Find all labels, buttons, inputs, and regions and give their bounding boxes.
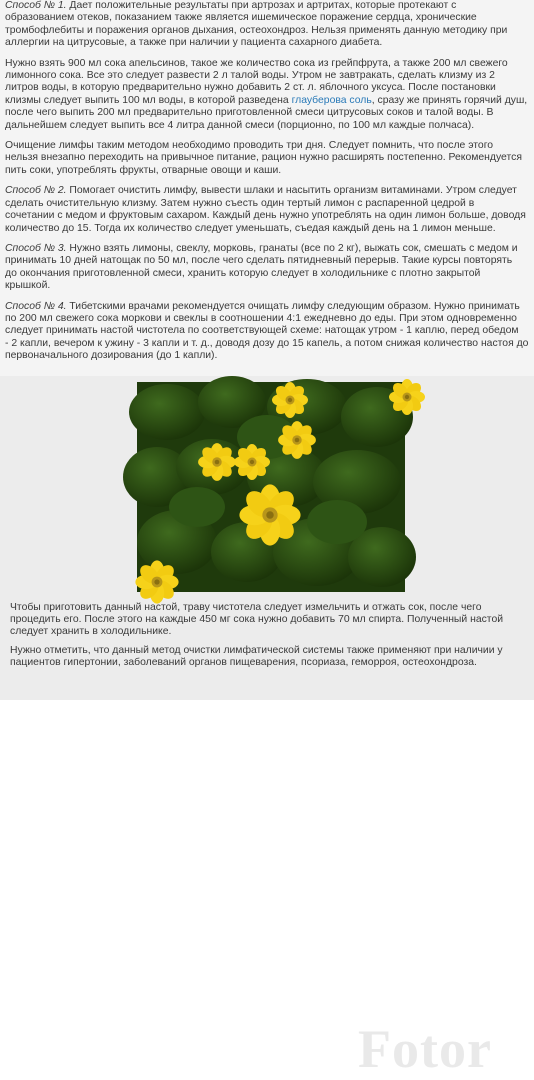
method-1-paragraph: Способ № 1. Дает положительные результаты при артрозах и артритах, которые протекают с образованием отеков, показанием также является ишемическое поражение сердца, хронические тромбофлебиты и поражения органов дыхания, остеохондроз. Нельзя применять данную методику при аллергии на цитрусовые, а также при наличии у пациента сахарного диабета. [5,0,508,49]
lymph-cleansing-paragraph: Очищение лимфы таким методом необходимо проводить три дня. Следует помнить, что после этого нельзя внезапно переходить на привычное питание, рацион нужно расширять постепенно. Рекомендуется пить соки, употреблять фрукты, отварные овощи и каши. [5,140,522,176]
method-3-label: Способ № 3. [5,242,67,254]
method-4-label: Способ № 4. [5,300,67,312]
watermark: Fotor [358,1019,492,1079]
method-2-paragraph: Способ № 2. Помогает очистить лимфу, вывести шлаки и насытить организм витаминами. Утром следует сделать очистительную клизму. Затем нужно съесть один тертый лимон с распаренной цедрой в сочетании с медом и фруктовым сахаром. Каждый день нужно употреблять на один лимон больше, доводя количество до 15. Тогда их количество следует уменьшать, съедая каждый день на 1 лимон меньше. [5,185,526,234]
method-3-paragraph: Способ № 3. Нужно взять лимоны, свеклу, морковь, гранаты (все по 2 кг), выжать сок, смешать с медом и принимать 10 дней натощак по 50 мл, после чего сделать пятидневный перерыв. Такие курсы повторять до окончания приготовленной смеси, хранить которую следует в холодильнике с плотно закрытой крышкой. [5,242,518,292]
method-2-label: Способ № 2. [5,185,67,197]
celandine-flowers-photo [137,382,405,592]
method-4-paragraph: Способ № 4. Тибетскими врачами рекомендуется очищать лимфу следующим образом. Нужно принимать по 200 мл свежего сока моркови и свеклы в соотношении 4:1 ежедневно до еды. При этом одновременно следует принимать настой чистотела по соответствующей схеме: натощак утром - 1 каплю, перед обедом - 2 капли, вечером к ужину - 3 капли и т. д., доводя дозу до 15 капель, а потом снижая количество настоя до первоначального дозирования (до 1 капли). [5,300,529,362]
tincture-preparation-paragraph: Чтобы приготовить данный настой, траву чистотела следует измельчить и отжать сок, после чего процедить его. После этого на каждые 450 мг сока нужно добавить 70 мл спирта. Полученный настой следует хранить в холодильнике. [10,602,504,638]
article-text-bottom [10,602,525,675]
article-text-top [5,0,529,374]
method-1-label: Способ № 1. [5,0,67,11]
glauber-salt-link[interactable]: глауберова соль [291,94,372,106]
indications-paragraph: Нужно отметить, что данный метод очистки лимфатической системы также применяют при наличии у пациентов гипертонии, заболеваний органов пищеварения, псориаза, геморроя, остеохондроза. [10,644,503,668]
method-1-procedure-paragraph: Нужно взять 900 мл сока апельсинов, такое же количество сока из грейпфрута, а также 200 мл свежего лимонного сока. Все это следует развести 2 л талой воды. Утром не завтракать, сделать клизму из 2 литров воды, в которую предварительно нужно добавить 2 ст. л. яблочного уксуса. После постановки клизмы следует выпить 100 мл воды, в которой разведена глауберова соль, сразу же принять горячий душ, после чего выпить 200 мл предварительно приготовленной смеси цитрусовых соков и талой воды. В дальнейшем следует выпить все 4 литра данной смеси (порционно, по 100 мл каждые полчаса). [5,57,528,131]
